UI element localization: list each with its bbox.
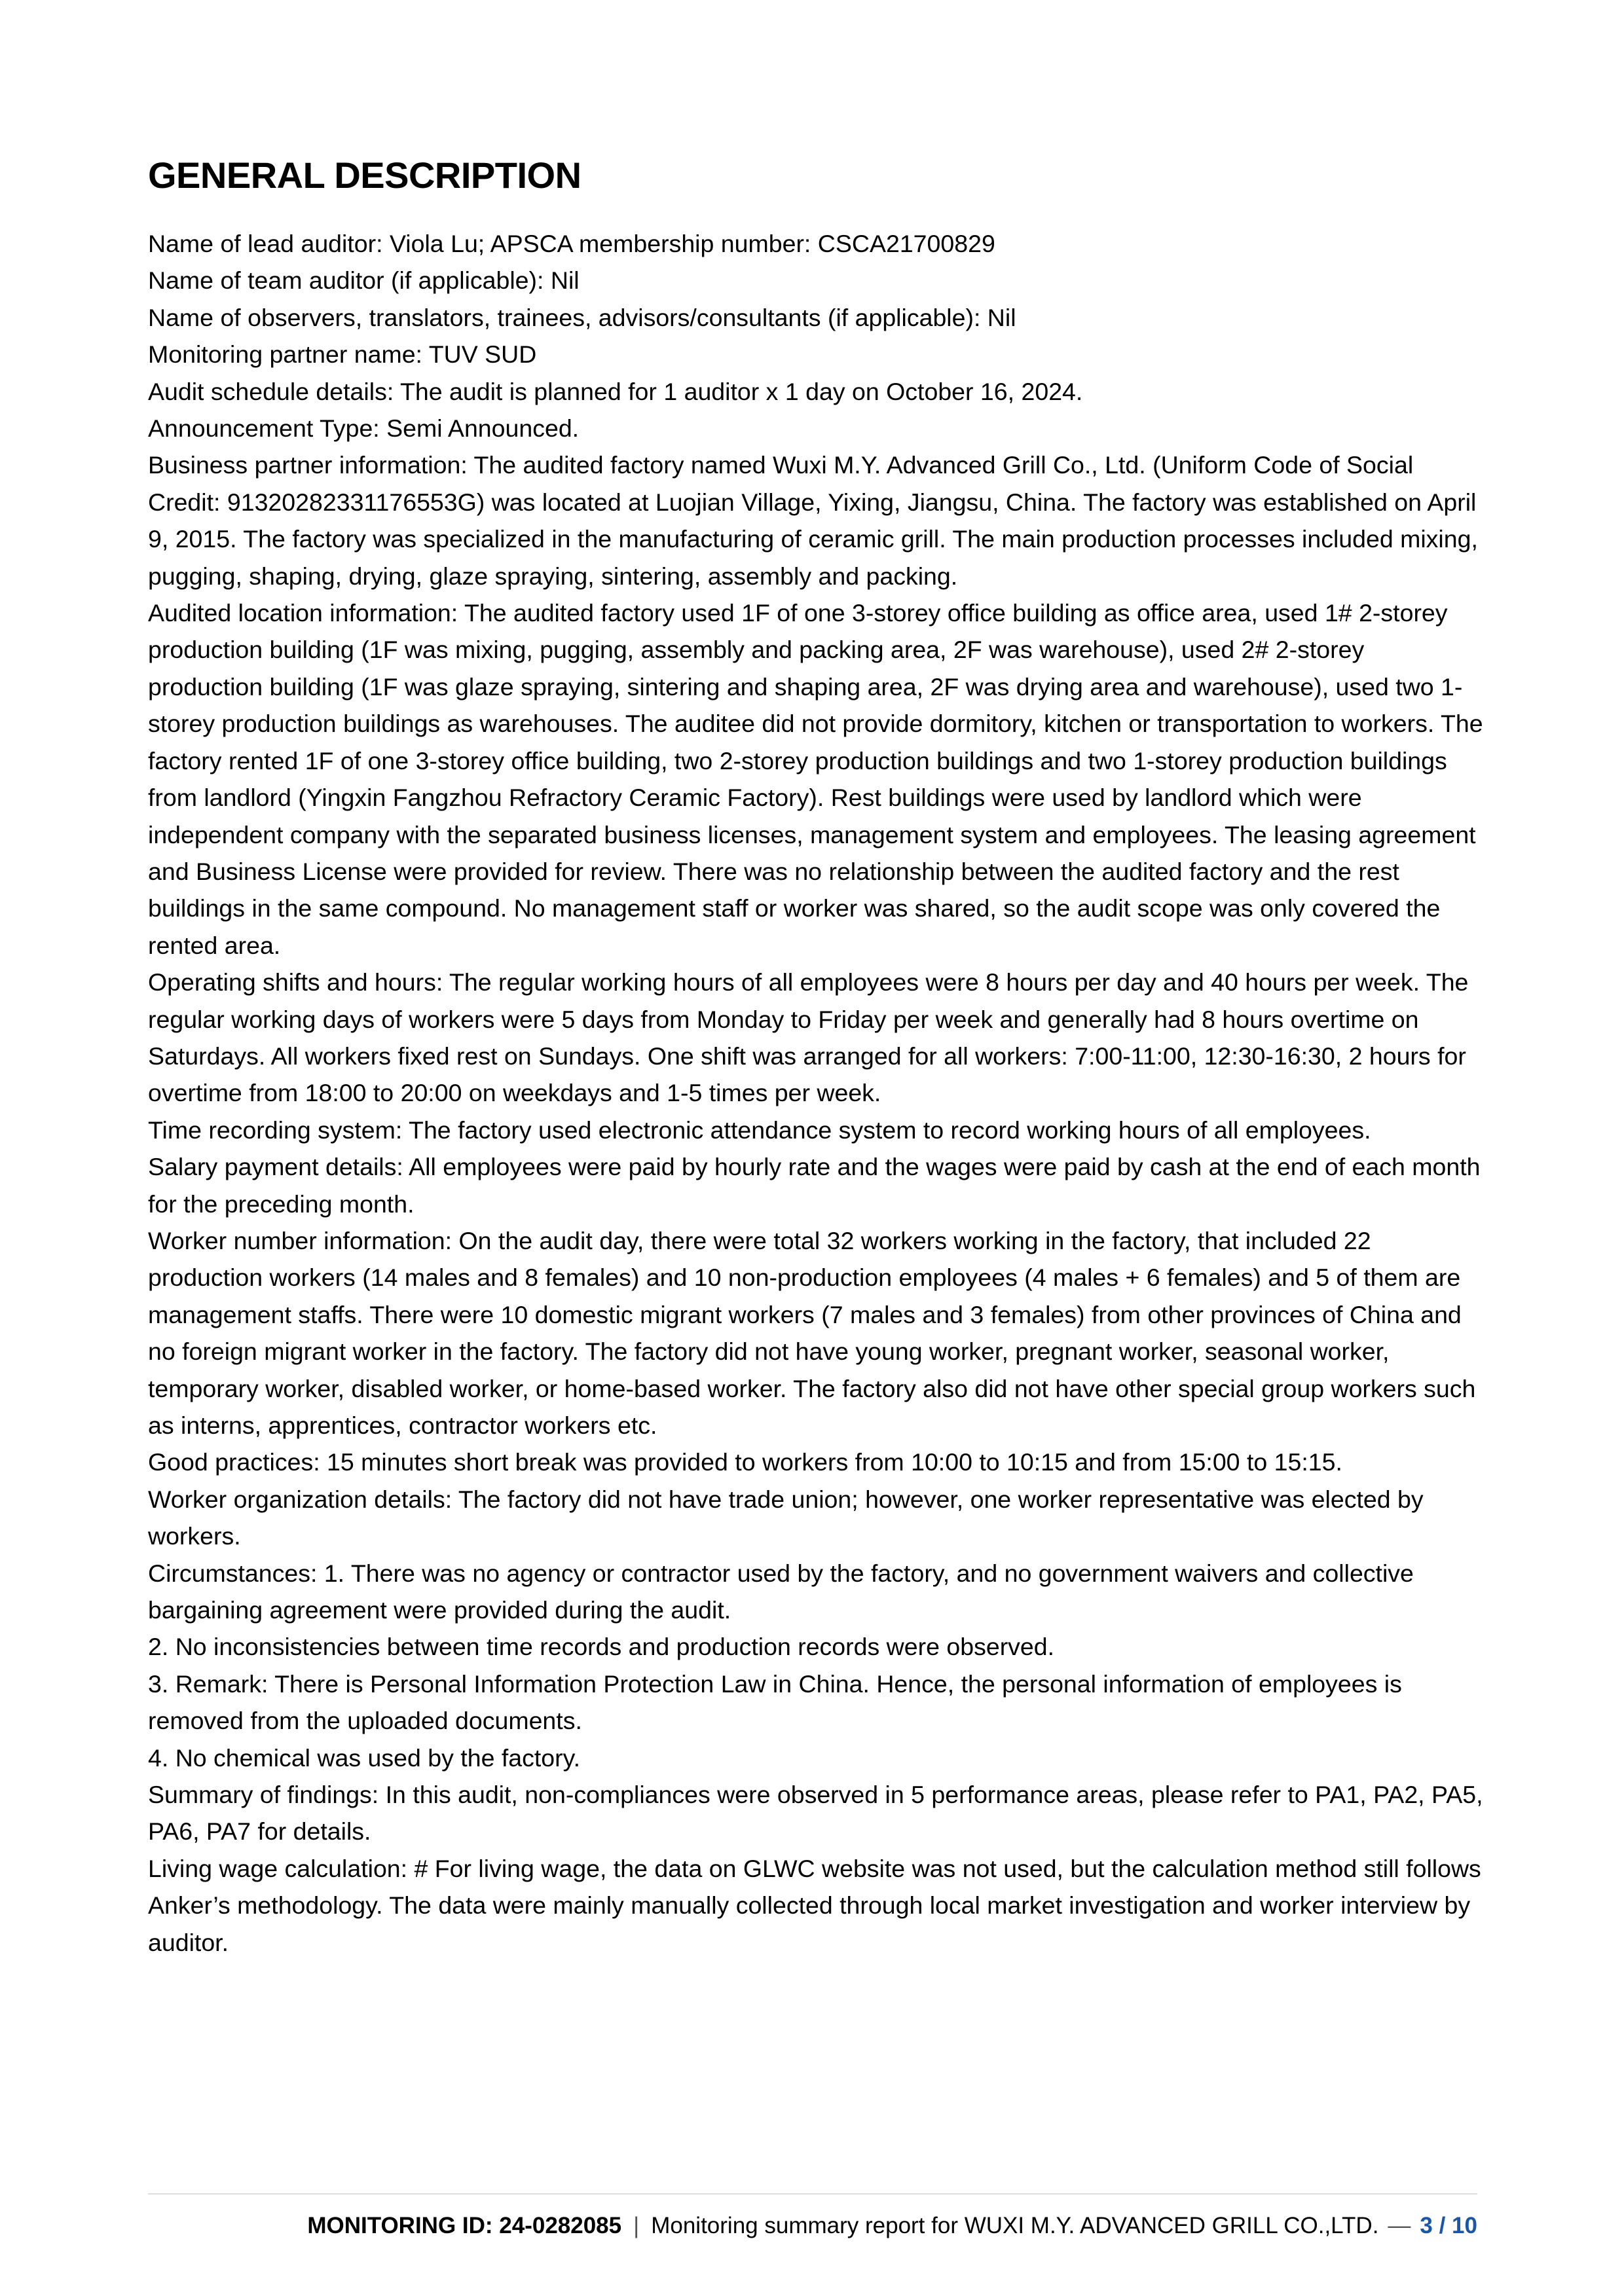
operating-shifts-paragraph: Operating shifts and hours: The regular working hours of all employees were 8 hours per day and 40 hours per week. The regular working days of workers were 5 days from Monday to Friday per week and generally had 8 hours overtime on Saturdays. All workers fixed rest on Sundays. One shift was arranged for all workers: 7:00-11:00, 12:30-16:30, 2 hours for overtime from 18:00 to 20:00 on weekdays and 1-5 times per week. <box>148 968 1469 1107</box>
circumstances-item-3: 3. Remark: There is Personal Information Protection Law in China. Hence, the personal information of employees is removed from the uploaded documents. <box>148 1669 1402 1735</box>
time-recording-paragraph: Time recording system: The factory used electronic attendance system to record working hours of all employees. <box>148 1116 1371 1144</box>
page-footer <box>148 2210 1477 2242</box>
announcement-type-paragraph: Announcement Type: Semi Announced. <box>148 414 580 443</box>
lead-auditor-paragraph: Name of lead auditor: Viola Lu; APSCA membership number: CSCA21700829 <box>148 230 995 257</box>
worker-number-paragraph: Worker number information: On the audit day, there were total 32 workers working in the factory, that included 22 production workers (14 males and 8 females) and 10 non-production employees (4 males + 6 females) and 5 of them are management staffs. There were 10 domestic migrant workers (7 males and 3 females) from other provinces of China and no foreign migrant worker in the factory. The factory did not have young worker, pregnant worker, seasonal worker, temporary worker, disabled worker, or home-based worker. The factory also did not have other special group workers such as interns, apprentices, contractor workers etc. <box>148 1226 1476 1439</box>
footer-divider <box>148 2193 1477 2195</box>
observers-paragraph: Name of observers, translators, trainees, advisors/consultants (if applicable): Nil <box>148 303 1016 331</box>
team-auditor-paragraph: Name of team auditor (if applicable): Nil <box>148 266 580 295</box>
worker-organization-paragraph: Worker organization details: The factory did not have trade union; however, one worker representative was elected by workers. <box>148 1485 1424 1550</box>
monitoring-partner-paragraph: Monitoring partner name: TUV SUD <box>148 340 537 369</box>
footer-dash: — <box>1388 2213 1411 2238</box>
monitoring-id: MONITORING ID: 24-0282085 <box>307 2213 622 2238</box>
living-wage-paragraph: Living wage calculation: # For living wage, the data on GLWC website was not used, but the calculation method still follows Anker’s methodology. The data were mainly manually collected through local market investigation and worker interview by auditor. <box>148 1854 1481 1956</box>
audit-schedule-paragraph: Audit schedule details: The audit is planned for 1 auditor x 1 day on October 16, 2024. <box>148 377 1083 405</box>
page-title: GENERAL DESCRIPTION <box>148 155 581 196</box>
circumstances-item-2: 2. No inconsistencies between time records and production records were observed. <box>148 1633 1055 1661</box>
salary-payment-paragraph: Salary payment details: All employees were paid by hourly rate and the wages were paid by cash at the end of each month for the preceding month. <box>148 1153 1481 1218</box>
page-number: 3 / 10 <box>1420 2213 1477 2238</box>
good-practices-paragraph: Good practices: 15 minutes short break was provided to workers from 10:00 to 10:15 and from 15:00 to 15:15. <box>148 1448 1342 1476</box>
general-description-body <box>148 225 1484 1961</box>
audited-location-paragraph: Audited location information: The audited factory used 1F of one 3-storey office building as office area, used 1# 2-storey production building (1F was mixing, pugging, assembly and packing area, 2F was warehouse), used 2# 2-storey production building (1F was glaze spraying, sintering and shaping area, 2F was drying area and warehouse), used two 1-storey production buildings as warehouses. The auditee did not provide dormitory, kitchen or transportation to workers. The factory rented 1F of one 3-storey office building, two 2-storey production buildings and two 1-storey production buildings from landlord (Yingxin Fangzhou Refractory Ceramic Factory). Rest buildings were used by landlord which were independent company with the separated business licenses, management system and employees. The leasing agreement and Business License were provided for review. There was no relationship between the audited factory and the rest buildings in the same compound. No management staff or worker was shared, so the audit scope was only covered the rented area. <box>148 599 1483 959</box>
report-title: Monitoring summary report for WUXI M.Y. ADVANCED GRILL CO.,LTD. <box>651 2213 1379 2238</box>
business-partner-paragraph: Business partner information: The audited factory named Wuxi M.Y. Advanced Grill Co., Ltd. (Uniform Code of Social Credit: 91320282331176553G) was located at Luojian Village, Yixing, Jiangsu, China. The factory was established on April 9, 2015. The factory was specialized in the manufacturing of ceramic grill. The main production processes included mixing, pugging, shaping, drying, glaze spraying, sintering, assembly and packing. <box>148 451 1478 590</box>
circumstances-item-4: 4. No chemical was used by the factory. <box>148 1743 581 1772</box>
summary-of-findings-paragraph: Summary of findings: In this audit, non-compliances were observed in 5 performance areas, please refer to PA1, PA2, PA5, PA6, PA7 for details. <box>148 1781 1483 1846</box>
circumstances-paragraph: Circumstances: 1. There was no agency or contractor used by the factory, and no government waivers and collective bargaining agreement were provided during the audit. <box>148 1559 1414 1624</box>
footer-separator: | <box>633 2213 640 2238</box>
